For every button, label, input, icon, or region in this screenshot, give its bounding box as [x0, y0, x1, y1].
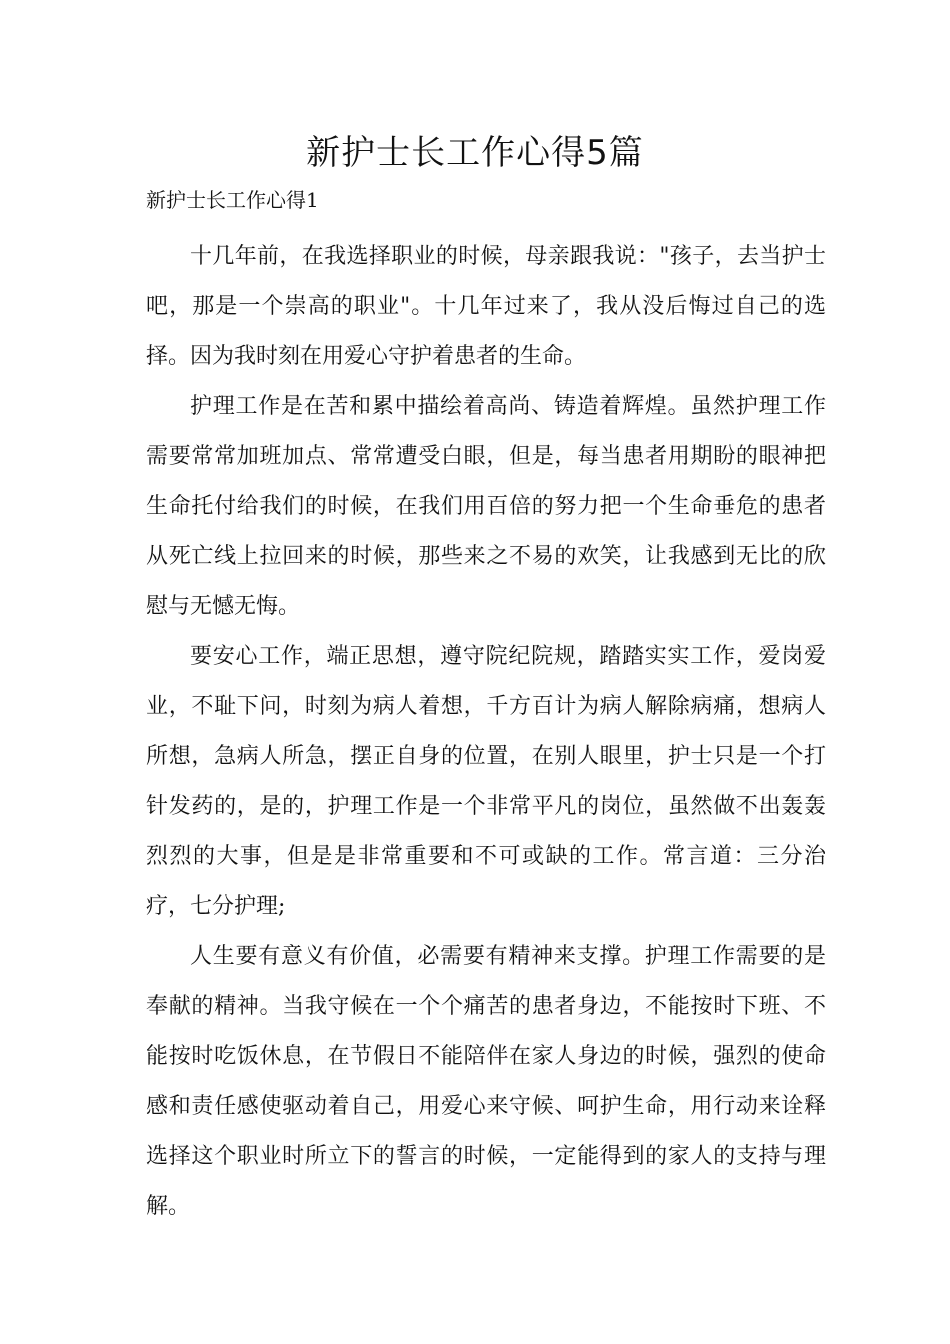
document-title: 新护士长工作心得5篇 — [306, 133, 644, 173]
section-heading: 新护士长工作心得1 — [146, 188, 319, 212]
document-body — [146, 232, 826, 1232]
paragraph-4: 人生要有意义有价值，必需要有精神来支撑。护理工作需要的是奉献的精神。当我守候在一个个痛苦的患者身边，不能按时下班、不能按时吃饭休息，在节假日不能陪伴在家人身边的时候，强烈的使命感和责任感使驱动着自己，用爱心来守候、呵护生命，用行动来诠释选择这个职业时所立下的誓言的时候，一定能得到的家人的支持与理解。 — [146, 944, 826, 1219]
paragraph-1: 十几年前，在我选择职业的时候，母亲跟我说："孩子，去当护士吧，那是一个崇高的职业"。十几年过来了，我从没后悔过自己的选择。因为我时刻在用爱心守护着患者的生命。 — [146, 244, 826, 369]
paragraph-2: 护理工作是在苦和累中描绘着高尚、铸造着辉煌。虽然护理工作需要常常加班加点、常常遭受白眼，但是，每当患者用期盼的眼神把生命托付给我们的时候，在我们用百倍的努力把一个生命垂危的患者从死亡线上拉回来的时候，那些来之不易的欢笑，让我感到无比的欣慰与无憾无悔。 — [146, 394, 826, 619]
paragraph-3: 要安心工作，端正思想，遵守院纪院规，踏踏实实工作，爱岗爱业，不耻下问，时刻为病人着想，千方百计为病人解除病痛，想病人所想，急病人所急，摆正自身的位置，在别人眼里，护士只是一个打针发药的，是的，护理工作是一个非常平凡的岗位，虽然做不出轰轰烈烈的大事，但是是非常重要和不可或缺的工作。常言道：三分治疗，七分护理; — [146, 644, 826, 919]
